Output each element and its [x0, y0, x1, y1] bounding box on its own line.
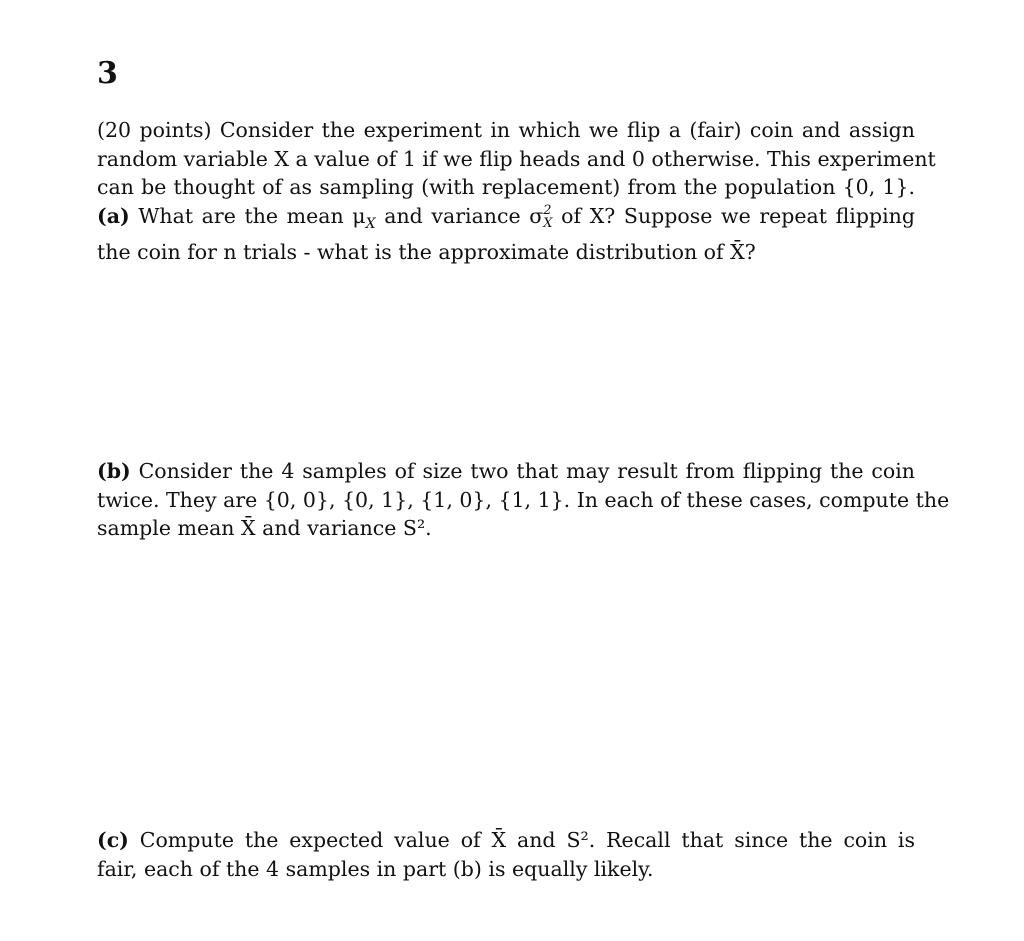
problem-intro [97, 116, 936, 267]
part-c-text-1: Compute the expected value of X̄ and S². Recall that since the coin is [128, 828, 915, 852]
part-c-line-1 [97, 826, 915, 855]
part-b-label: (b) [97, 459, 131, 483]
part-a-text-start: What are the mean μ [129, 203, 366, 228]
sigma-superscript: 2 [543, 202, 552, 218]
part-b-line-2: twice. They are {0, 0}, {0, 1}, {1, 0}, {1, 1}. In each of these cases, compute the [97, 487, 950, 512]
part-a-line-1 [97, 202, 915, 239]
mu-subscript: X [365, 215, 376, 232]
part-b-line-1 [97, 457, 915, 486]
part-a-label: (a) [97, 203, 130, 228]
part-a-text-middle: and variance σ [375, 203, 544, 228]
intro-line-1: (20 points) Consider the experiment in which we flip a (fair) coin and assign [97, 118, 915, 142]
part-c [97, 826, 915, 883]
part-b-line-3: sample mean X̄ and variance S². [97, 516, 432, 540]
part-b [97, 457, 950, 543]
intro-line-2: random variable X a value of 1 if we flip heads and 0 otherwise. This experiment [97, 146, 936, 171]
part-a-text-end: of X? Suppose we repeat flipping [552, 203, 915, 228]
sigma-subscript: X [543, 215, 553, 231]
part-c-label: (c) [97, 828, 129, 852]
intro-line-3: can be thought of as sampling (with replacement) from the population {0, 1}. [97, 175, 915, 199]
part-c-line-2: fair, each of the 4 samples in part (b) is equally likely. [97, 856, 654, 881]
sigma-scripts [543, 204, 552, 230]
part-b-text-1: Consider the 4 samples of size two that may result from flipping the coin [130, 459, 915, 483]
problem-number: 3 [97, 56, 118, 91]
part-a-line-2: the coin for n trials - what is the approximate distribution of X̄? [97, 240, 756, 265]
